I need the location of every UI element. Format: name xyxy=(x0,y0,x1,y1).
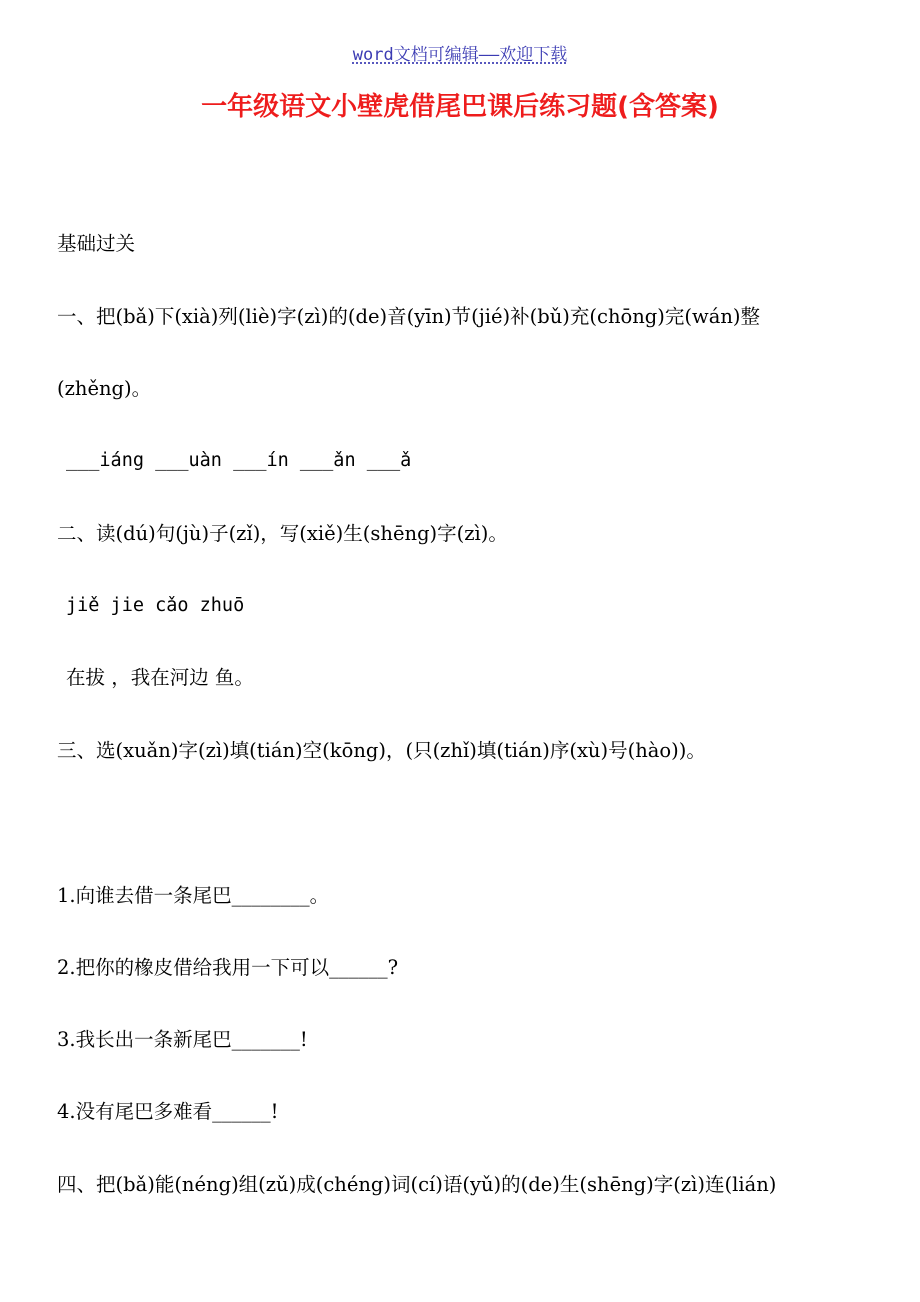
question-2-sentence: 在拔 ，我在河边 鱼。 xyxy=(66,666,254,689)
question-3-item: 2.把你的橡皮借给我用一下可以______? xyxy=(57,956,399,979)
question-2-prompt: 二、读(dú)句(jù)子(zǐ)，写(xiě)生(shēng)字(zì)。 xyxy=(57,522,508,545)
section-heading: 基础过关 xyxy=(57,232,136,255)
question-3-prompt: 三、选(xuǎn)字(zì)填(tián)空(kōng)，(只(zhǐ)填(tián)序(xù)号(hào))。 xyxy=(57,739,706,762)
question-2-pinyin: jiě jie cǎo zhuō xyxy=(66,595,245,616)
question-3-item: 4.没有尾巴多难看______! xyxy=(57,1100,279,1123)
document-title: 一年级语文小壁虎借尾巴课后练习题(含答案) xyxy=(201,92,719,122)
question-1-prompt-line2: (zhěng)。 xyxy=(57,377,152,400)
header-download-link[interactable]: word文档可编辑——欢迎下载 xyxy=(352,45,568,65)
question-3-item: 3.我长出一条新尾巴_______! xyxy=(57,1028,308,1051)
question-1-prompt-line1: 一、把(bǎ)下(xià)列(liè)字(zì)的(de)音(yīn)节(jié)补(bǔ)充(chōng)完(wán)整 xyxy=(57,305,760,328)
question-1-blanks: ___iáng ___uàn ___ín ___ǎn ___ǎ xyxy=(66,450,412,471)
question-4-prompt: 四、把(bǎ)能(néng)组(zǔ)成(chéng)词(cí)语(yǔ)的(de)生(shēng)字(zì)连(lián) xyxy=(57,1173,777,1196)
question-3-item: 1.向谁去借一条尾巴________。 xyxy=(57,884,330,907)
